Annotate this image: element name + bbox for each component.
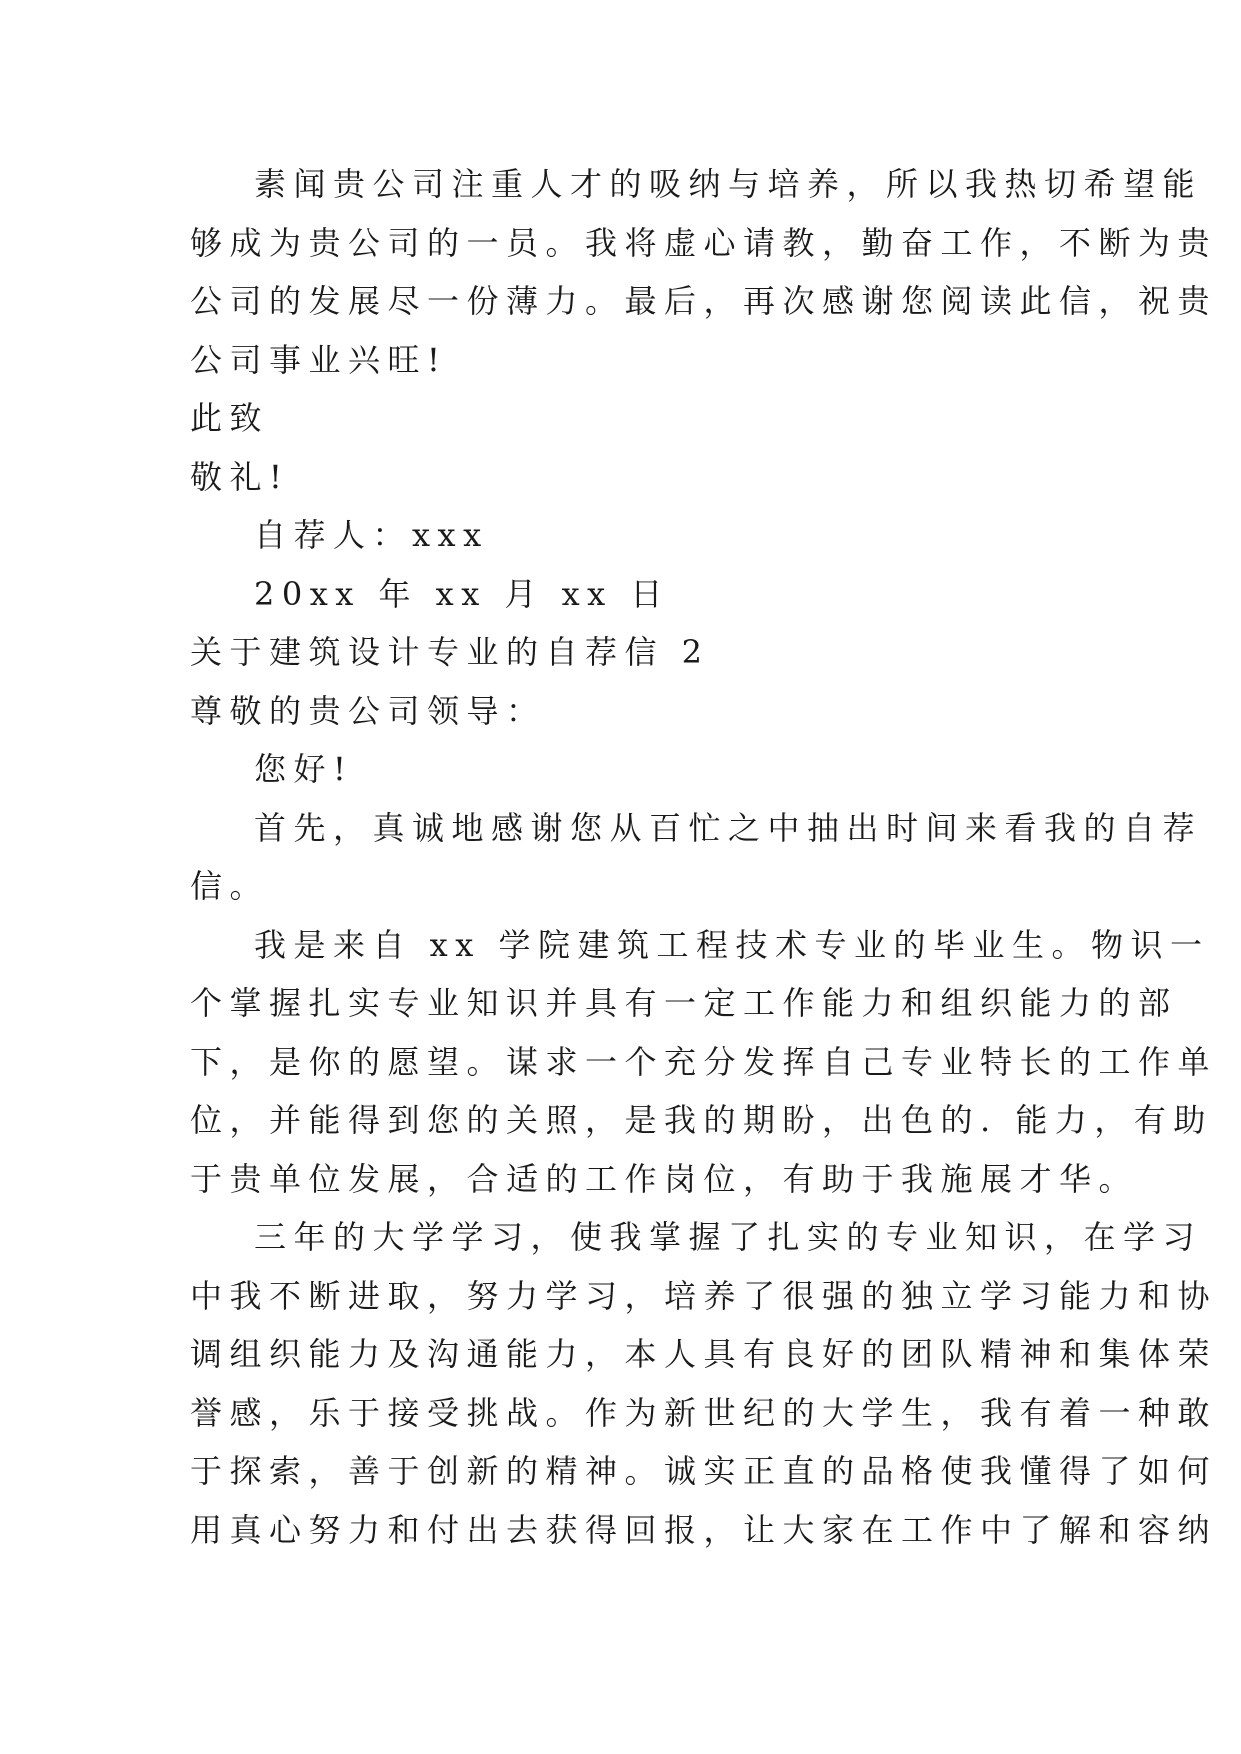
greeting: 您好!: [254, 750, 354, 788]
letter-body: [190, 155, 1218, 1559]
text-line: 个掌握扎实专业知识并具有一定工作能力和组织能力的部: [190, 984, 1178, 1022]
date-line: 20xx 年 xx 月 xx 日: [254, 574, 670, 613]
text-line: 够成为贵公司的一员。我将虚心请教，勤奋工作，不断为贵: [190, 223, 1218, 262]
text-line: 公司事业兴旺!: [190, 340, 448, 379]
text-line: 用真心努力和付出去获得回报，让大家在工作中了解和容纳: [190, 1510, 1218, 1549]
text-line: 中我不断进取，努力学习，培养了很强的独立学习能力和协: [190, 1276, 1218, 1315]
paragraph-introduction: [190, 916, 1218, 1209]
paragraph-university-study: [190, 1208, 1218, 1559]
text-line: 位，并能得到您的关照，是我的期盼，出色的. 能力，有助: [190, 1101, 1213, 1139]
text-line: 信。: [190, 867, 270, 905]
text-line: 下，是你的愿望。谋求一个充分发挥自己专业特长的工作单: [190, 1042, 1218, 1081]
text-line: 于探索，善于创新的精神。诚实正直的品格使我懂得了如何: [190, 1452, 1218, 1490]
text-line: 誉感，乐于接受挑战。作为新世纪的大学生，我有着一种敢: [190, 1393, 1218, 1432]
paragraph-closing-wishes: [190, 155, 1218, 389]
section-title: 关于建筑设计专业的自荐信 2: [190, 633, 710, 671]
closing-jing-li: 敬礼!: [190, 457, 290, 496]
text-line: 我是来自 xx 学院建筑工程技术专业的毕业生。物识一: [254, 925, 1210, 964]
paragraph-thanks: [190, 799, 1203, 916]
text-line: 素闻贵公司注重人才的吸纳与培养，所以我热切希望能: [254, 165, 1203, 203]
text-line: 于贵单位发展，合适的工作岗位，有助于我施展才华。: [190, 1159, 1139, 1198]
signer-line: 自荐人：xxx: [254, 516, 489, 554]
closing-ci-zhi: 此致: [190, 399, 270, 437]
text-line: 公司的发展尽一份薄力。最后，再次感谢您阅读此信，祝贵: [190, 282, 1218, 320]
text-line: 首先，真诚地感谢您从百忙之中抽出时间来看我的自荐: [254, 808, 1203, 847]
text-line: 三年的大学学习，使我掌握了扎实的专业知识，在学习: [254, 1218, 1203, 1256]
salutation: 尊敬的贵公司领导：: [190, 691, 546, 730]
text-line: 调组织能力及沟通能力，本人具有良好的团队精神和集体荣: [190, 1335, 1218, 1373]
